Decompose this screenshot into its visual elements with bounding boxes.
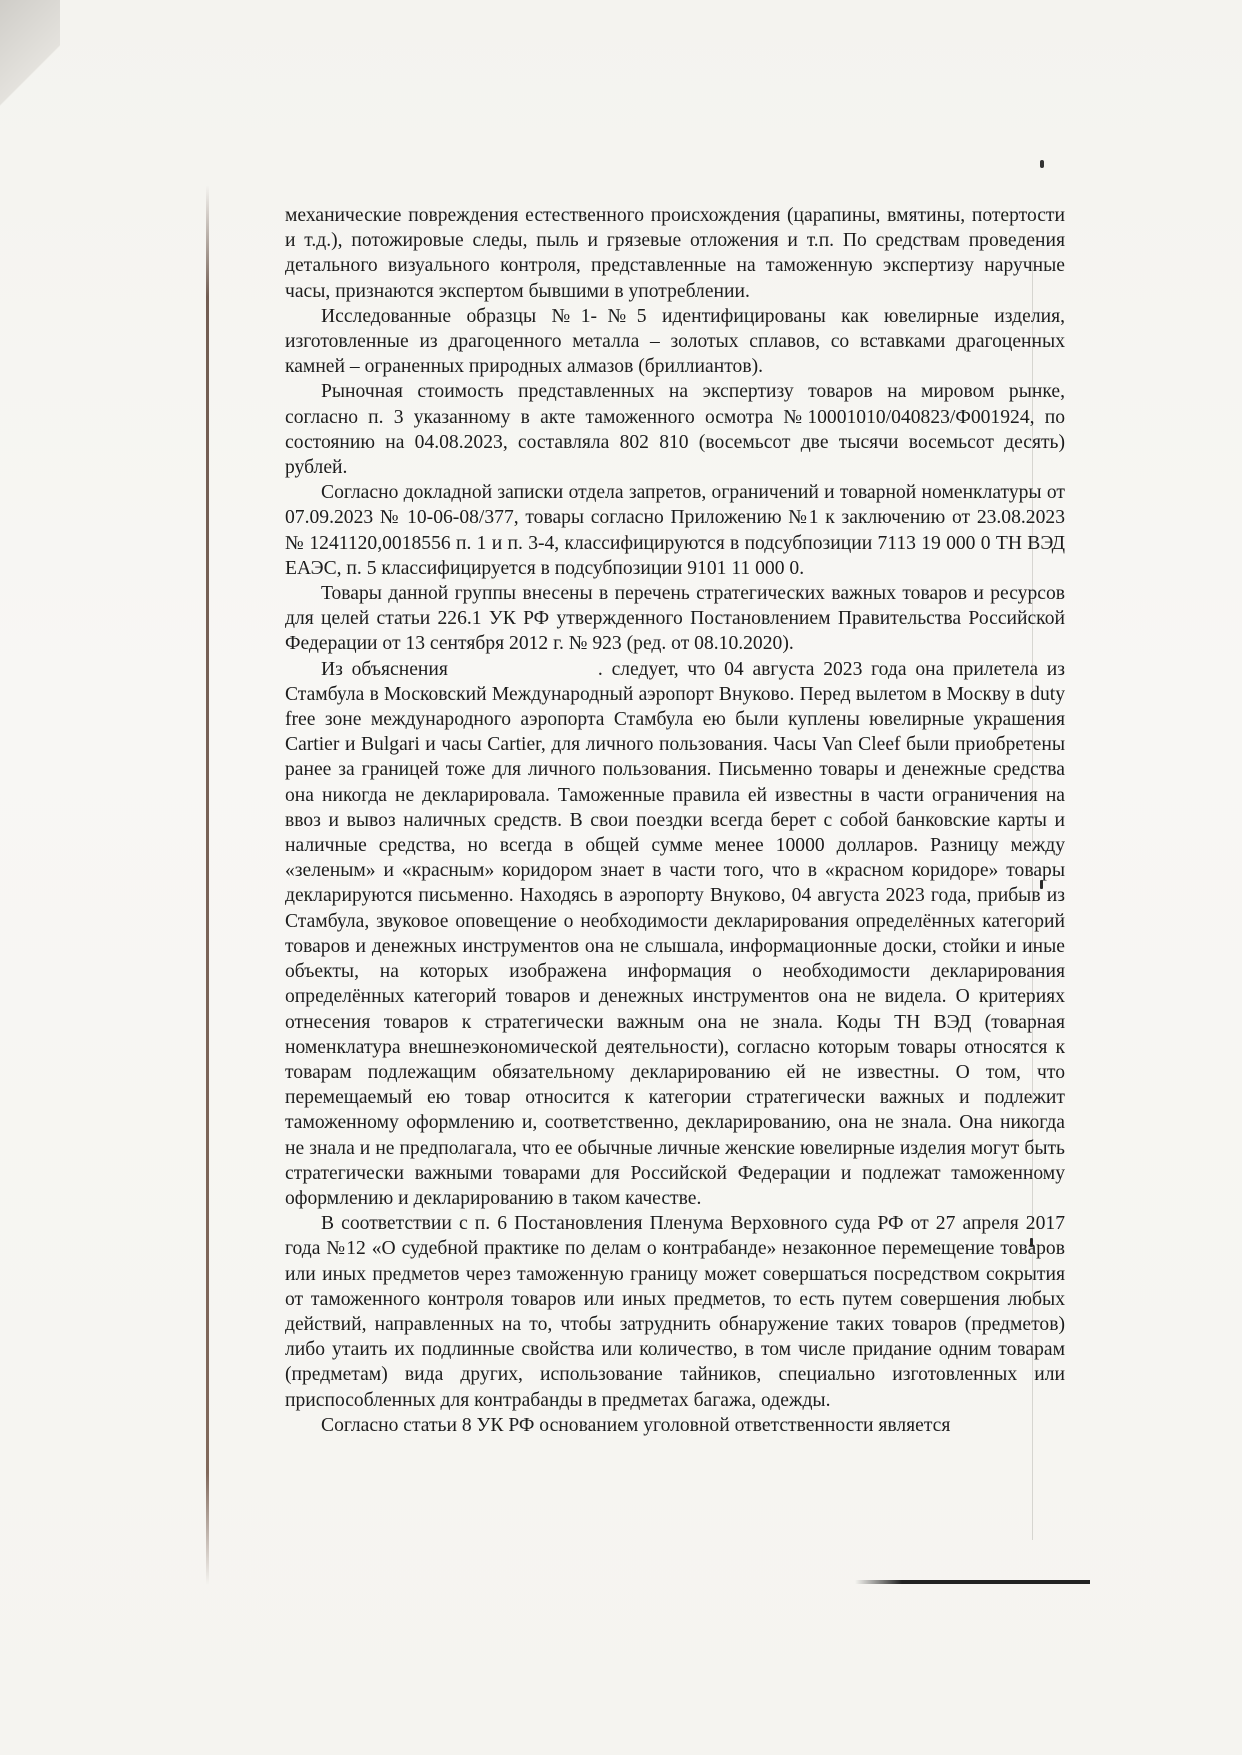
- paragraph: Согласно докладной записки отдела запретов, ограничений и товарной номенклатуры от 07.09.2023 № 10-06-08/377, товары согласно Приложению №1 к заключению от 23.08.2023 № 1241120,0018556 п. 1 и п. 3-4, классифицируются в подсубпозиции 7113 19 000 0 ТН ВЭД ЕАЭС, п. 5 классифицируется в подсубпозиции 9101 11 000 0.: [285, 482, 1065, 579]
- redacted-tail: .: [597, 658, 603, 680]
- paragraph: Согласно статьи 8 УК РФ основанием уголовной ответственности является: [321, 1414, 951, 1436]
- explanation-text: следует, что 04 августа 2023 года она прилетела из Стамбула в Московский Международный аэропорт Внуково. Перед вылетом в Москву в duty free зоне международного аэропорта Стамбула ею были куплены ювелирные украшения Cartier и Bulgari и часы Cartier, для личного пользования. Часы Van Cleef были приобретены ранее за границей тоже для личного пользования. Письменно товары и денежные средства она никогда не декларировала. Таможенные правила ей известны в части ограничения на ввоз и вывоз наличных средств. В свои поездки всегда берет с собой банковские карты и наличные средства, но всегда в общей сумме менее 10000 долларов. Разницу между «зеленым» и «красным» коридором знает в части того, что в «красном коридоре» товары декларируются письменно. Находясь в аэропорту Внуково, 04 августа 2023 года, прибыв из Стамбула, звуковое оповещение о необходимости декларирования определённых категорий товаров и денежных инструментов она не слышала, информационные доски, стойки и иные объекты, на которых изображена информация о необходимости декларирования определённых категорий товаров и денежных инструментов она не видела. О критериях отнесения товаров к стратегически важным она не знала. Коды ТН ВЭД (товарная номенклатура внешнеэкономической деятельности), согласно которым товары относятся к товарам подлежащим обязательному декларированию ей не известны. О том, что перемещаемый ею товар относится к категории стратегически важных и подлежит таможенному оформлению и, соответственно, декларированию, она не знала. Она никогда не знала и не предполагала, что ее обычные личные женские ювелирные изделия могут быть стратегически важными товарами для Российской Федерации и подлежат таможенному оформлению и декларированию в таком качестве.: [285, 658, 1065, 1209]
- paragraph: Исследованные образцы №1-№5 идентифицированы как ювелирные изделия, изготовленные из драгоценного металла – золотых сплавов, со вставками драгоценных камней – ограненных природных алмазов (бриллиантов).: [285, 305, 1065, 378]
- document-body: [285, 203, 1065, 1438]
- scan-edge-shadow: [206, 185, 209, 1585]
- paragraph: Рыночная стоимость представленных на экспертизу товаров на мировом рынке, согласно п. 3 указанному в акте таможенного осмотра №10001010/040823/Ф001924, по состоянию на 04.08.2023, составляла 802 810 (восемьсот две тысячи восемьсот десять) рублей.: [285, 381, 1065, 479]
- folded-corner: [0, 0, 60, 130]
- paragraph-explanation: [285, 657, 1065, 1211]
- paragraph: механические повреждения естественного происхождения (царапины, вмятины, потертости и т.д.), потожировые следы, пыль и грязевые отложения и т.п. По средствам проведения детального визуального контроля, представленные на таможенную экспертизу наручные часы, признаются экспертом бывшими в употреблении.: [285, 205, 1065, 302]
- paragraph: Товары данной группы внесены в перечень стратегических важных товаров и ресурсов для целей статьи 226.1 УК РФ утвержденного Постановлением Правительства Российской Федерации от 13 сентября 2012 г. № 923 (ред. от 08.10.2020).: [285, 583, 1065, 655]
- scan-mark: [1040, 160, 1044, 168]
- explanation-lead: Из объяснения: [321, 658, 448, 680]
- paragraph: В соответствии с п. 6 Постановления Пленума Верховного суда РФ от 27 апреля 2017 года №12 «О судебной практике по делам о контрабанде» незаконное перемещение товаров или иных предметов через таможенную границу может совершаться посредством сокрытия от таможенного контроля товаров или иных предметов, то есть путем совершения любых действий, направленных на то, чтобы затруднить обнаружение таких товаров (предметов) либо утаить их подлинные свойства или количество, в том числе придание одним товарам (предметам) вида других, использование тайников, специально изготовленных или приспособленных для контрабанды в предметах багажа, одежды.: [285, 1213, 1065, 1411]
- scan-bottom-line: [855, 1580, 1090, 1584]
